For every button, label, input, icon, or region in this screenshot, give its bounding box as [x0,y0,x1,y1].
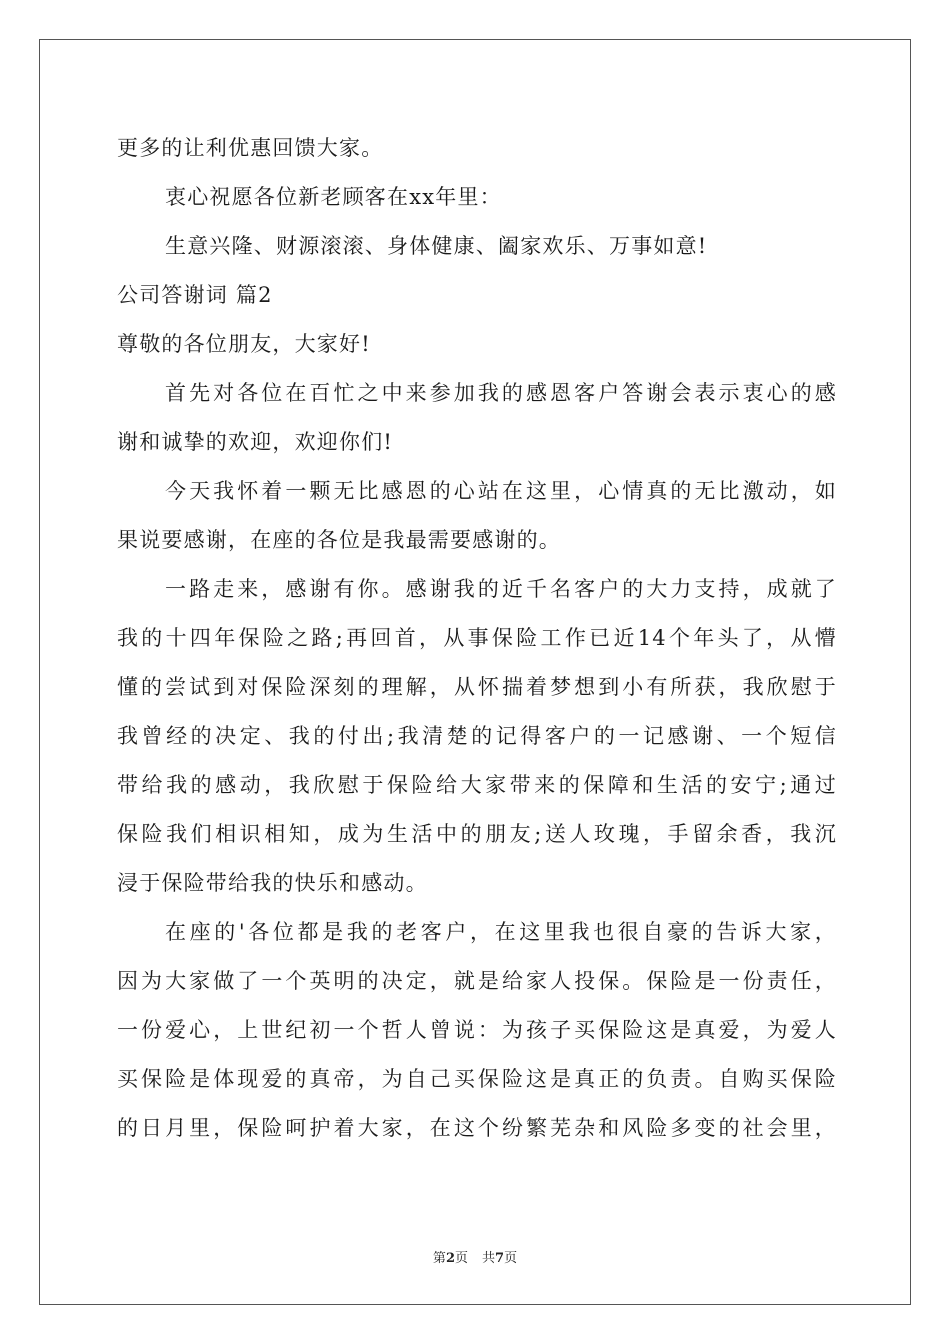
page-suffix: 页 [454,1251,468,1266]
text-line: 今天我怀着一颗无比感恩的心站在这里，心情真的无比激动，如 [165,479,837,503]
text-line: 带给我的感动，我欣慰于保险给大家带来的保障和生活的安宁;通过 [117,773,837,797]
text-line: 首先对各位在百忙之中来参加我的感恩客户答谢会表示衷心的感 [165,381,837,405]
text-line: 买保险是体现爱的真帝，为自己买保险这是真正的负责。自购买保险 [117,1067,837,1091]
text-line: 果说要感谢，在座的各位是我最需要感谢的。 [117,528,561,552]
text-line: 尊敬的各位朋友，大家好! [117,332,371,356]
text-line: 一路走来，感谢有你。感谢我的近千名客户的大力支持，成就了 [165,577,837,601]
text-line: 因为大家做了一个英明的决定，就是给家人投保。保险是一份责任， [117,969,837,993]
page-number: 2 [445,1251,455,1266]
section-heading: 公司答谢词 篇2 [117,283,273,307]
text-line: 懂的尝试到对保险深刻的理解，从怀揣着梦想到小有所获，我欣慰于 [117,675,837,699]
text-line: 的日月里，保险呵护着大家，在这个纷繁芜杂和风险多变的社会里， [117,1116,837,1140]
text-line: 生意兴隆、财源滚滚、身体健康、阖家欢乐、万事如意! [165,234,708,258]
page-prefix: 第 [432,1251,446,1266]
text-line: 谢和诚挚的欢迎，欢迎你们! [117,430,394,454]
text-line: 一份爱心，上世纪初一个哲人曾说：为孩子买保险这是真爱，为爱人 [117,1018,837,1042]
text-line: 我的十四年保险之路;再回首，从事保险工作已近14个年头了，从懵 [117,626,837,650]
page-footer [0,1247,950,1266]
total-prefix: 共 [482,1251,496,1266]
text-line: 更多的让利优惠回馈大家。 [117,136,384,160]
text-line: 衷心祝愿各位新老顾客在xx年里： [165,185,502,209]
text-line: 在座的'各位都是我的老客户，在这里我也很自豪的告诉大家， [165,920,837,944]
text-line: 我曾经的决定、我的付出;我清楚的记得客户的一记感谢、一个短信 [117,724,837,748]
text-line: 保险我们相识相知，成为生活中的朋友;送人玫瑰，手留余香，我沉 [117,822,837,846]
total-suffix: 页 [504,1251,518,1266]
text-line: 浸于保险带给我的快乐和感动。 [117,871,428,895]
total-pages: 7 [495,1251,505,1266]
document-body [117,124,837,1153]
